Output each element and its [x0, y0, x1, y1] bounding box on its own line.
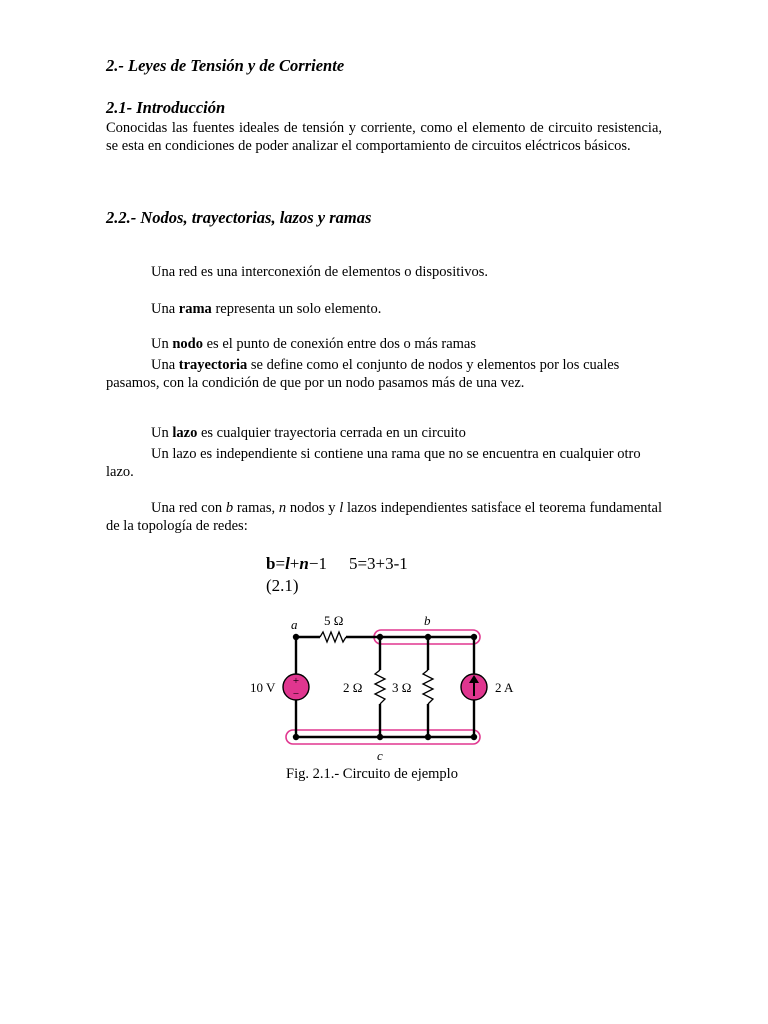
voltage-label: 10 V [250, 680, 276, 695]
lazo-independiente: Un lazo es independiente si contiene una rama que no se encuentra en cualquier otro lazo. [106, 446, 641, 480]
trayectoria-pre: Una [151, 357, 179, 373]
trayectoria-term: trayectoria [178, 357, 248, 373]
nodo-pre: Un [151, 335, 173, 352]
nodo-term: nodo [172, 335, 203, 352]
intro-paragraph: Conocidas las fuentes ideales de tensión y corriente, como el elemento de circuito resistencia, se esta en condiciones de poder analizar el comportamiento de circuitos eléctricos básicos. [106, 120, 662, 154]
r3-label: 3 Ω [392, 680, 412, 695]
formula-number: (2.1) [266, 576, 299, 595]
voltage-source [283, 674, 309, 700]
formula-b: b [266, 554, 276, 573]
r1-label: 5 Ω [324, 613, 344, 628]
rama-post: representa un solo elemento. [211, 300, 382, 317]
section-2-title: 2.- Leyes de Tensión y de Corriente [106, 56, 345, 75]
lazo-definition [151, 424, 466, 442]
trayectoria-post: se define como el conjunto de nodos y elementos por los cuales pasamos, con la condición de que por un nodo pasamos más de una vez. [106, 357, 620, 391]
formula-l: l [285, 554, 290, 573]
node-c-label: c [377, 748, 383, 762]
teorema-t1: Una red con [151, 500, 226, 516]
node-b-label: b [424, 613, 431, 628]
rama-term: rama [178, 300, 212, 317]
teorema-t4: lazos independientes satisface el teorema fundamental de la topología de redes: [106, 500, 662, 534]
rama-pre: Una [151, 300, 179, 317]
teorema-t3: nodos y [286, 500, 340, 516]
r2-label: 2 Ω [343, 680, 363, 695]
highlight-group [286, 630, 480, 744]
lazo-pre: Un [151, 424, 173, 441]
nodo-post: es el punto de conexión entre dos o más ramas [203, 335, 477, 352]
lazo-term: lazo [172, 424, 198, 441]
rama-definition [151, 300, 381, 318]
teorema-l: l [339, 500, 344, 516]
plus-sign: + [292, 675, 300, 687]
figure-caption: Fig. 2.1.- Circuito de ejemplo [286, 766, 458, 782]
red-definition: Una red es una interconexión de elementos o dispositivos. [151, 263, 489, 280]
teorema-paragraph [106, 499, 662, 535]
lazo-post: es cualquier trayectoria cerrada en un circuito [197, 424, 466, 441]
node-a-label: a [291, 617, 298, 632]
teorema-b: b [225, 500, 234, 516]
formula-eq: = [275, 554, 286, 573]
trayectoria-definition [106, 356, 662, 392]
section-2-1-title: 2.1- Introducción [106, 98, 226, 117]
teorema-n: n [278, 500, 287, 516]
formula-plus: + [289, 554, 300, 573]
formula-n: n [299, 554, 309, 573]
node-dots [293, 634, 477, 740]
nodo-definition [151, 335, 476, 353]
wires [296, 632, 474, 737]
teorema-t2: ramas, [233, 500, 279, 516]
formula-example: 5=3+3-1 [348, 554, 408, 573]
current-source [461, 674, 487, 700]
formula-minus: −1 [308, 554, 327, 573]
current-label: 2 A [495, 680, 514, 695]
circuit-diagram [240, 612, 520, 762]
section-2-2-title: 2.2.- Nodos, trayectorias, lazos y ramas [106, 208, 372, 227]
topology-formula [266, 554, 408, 574]
minus-sign: − [292, 688, 300, 700]
